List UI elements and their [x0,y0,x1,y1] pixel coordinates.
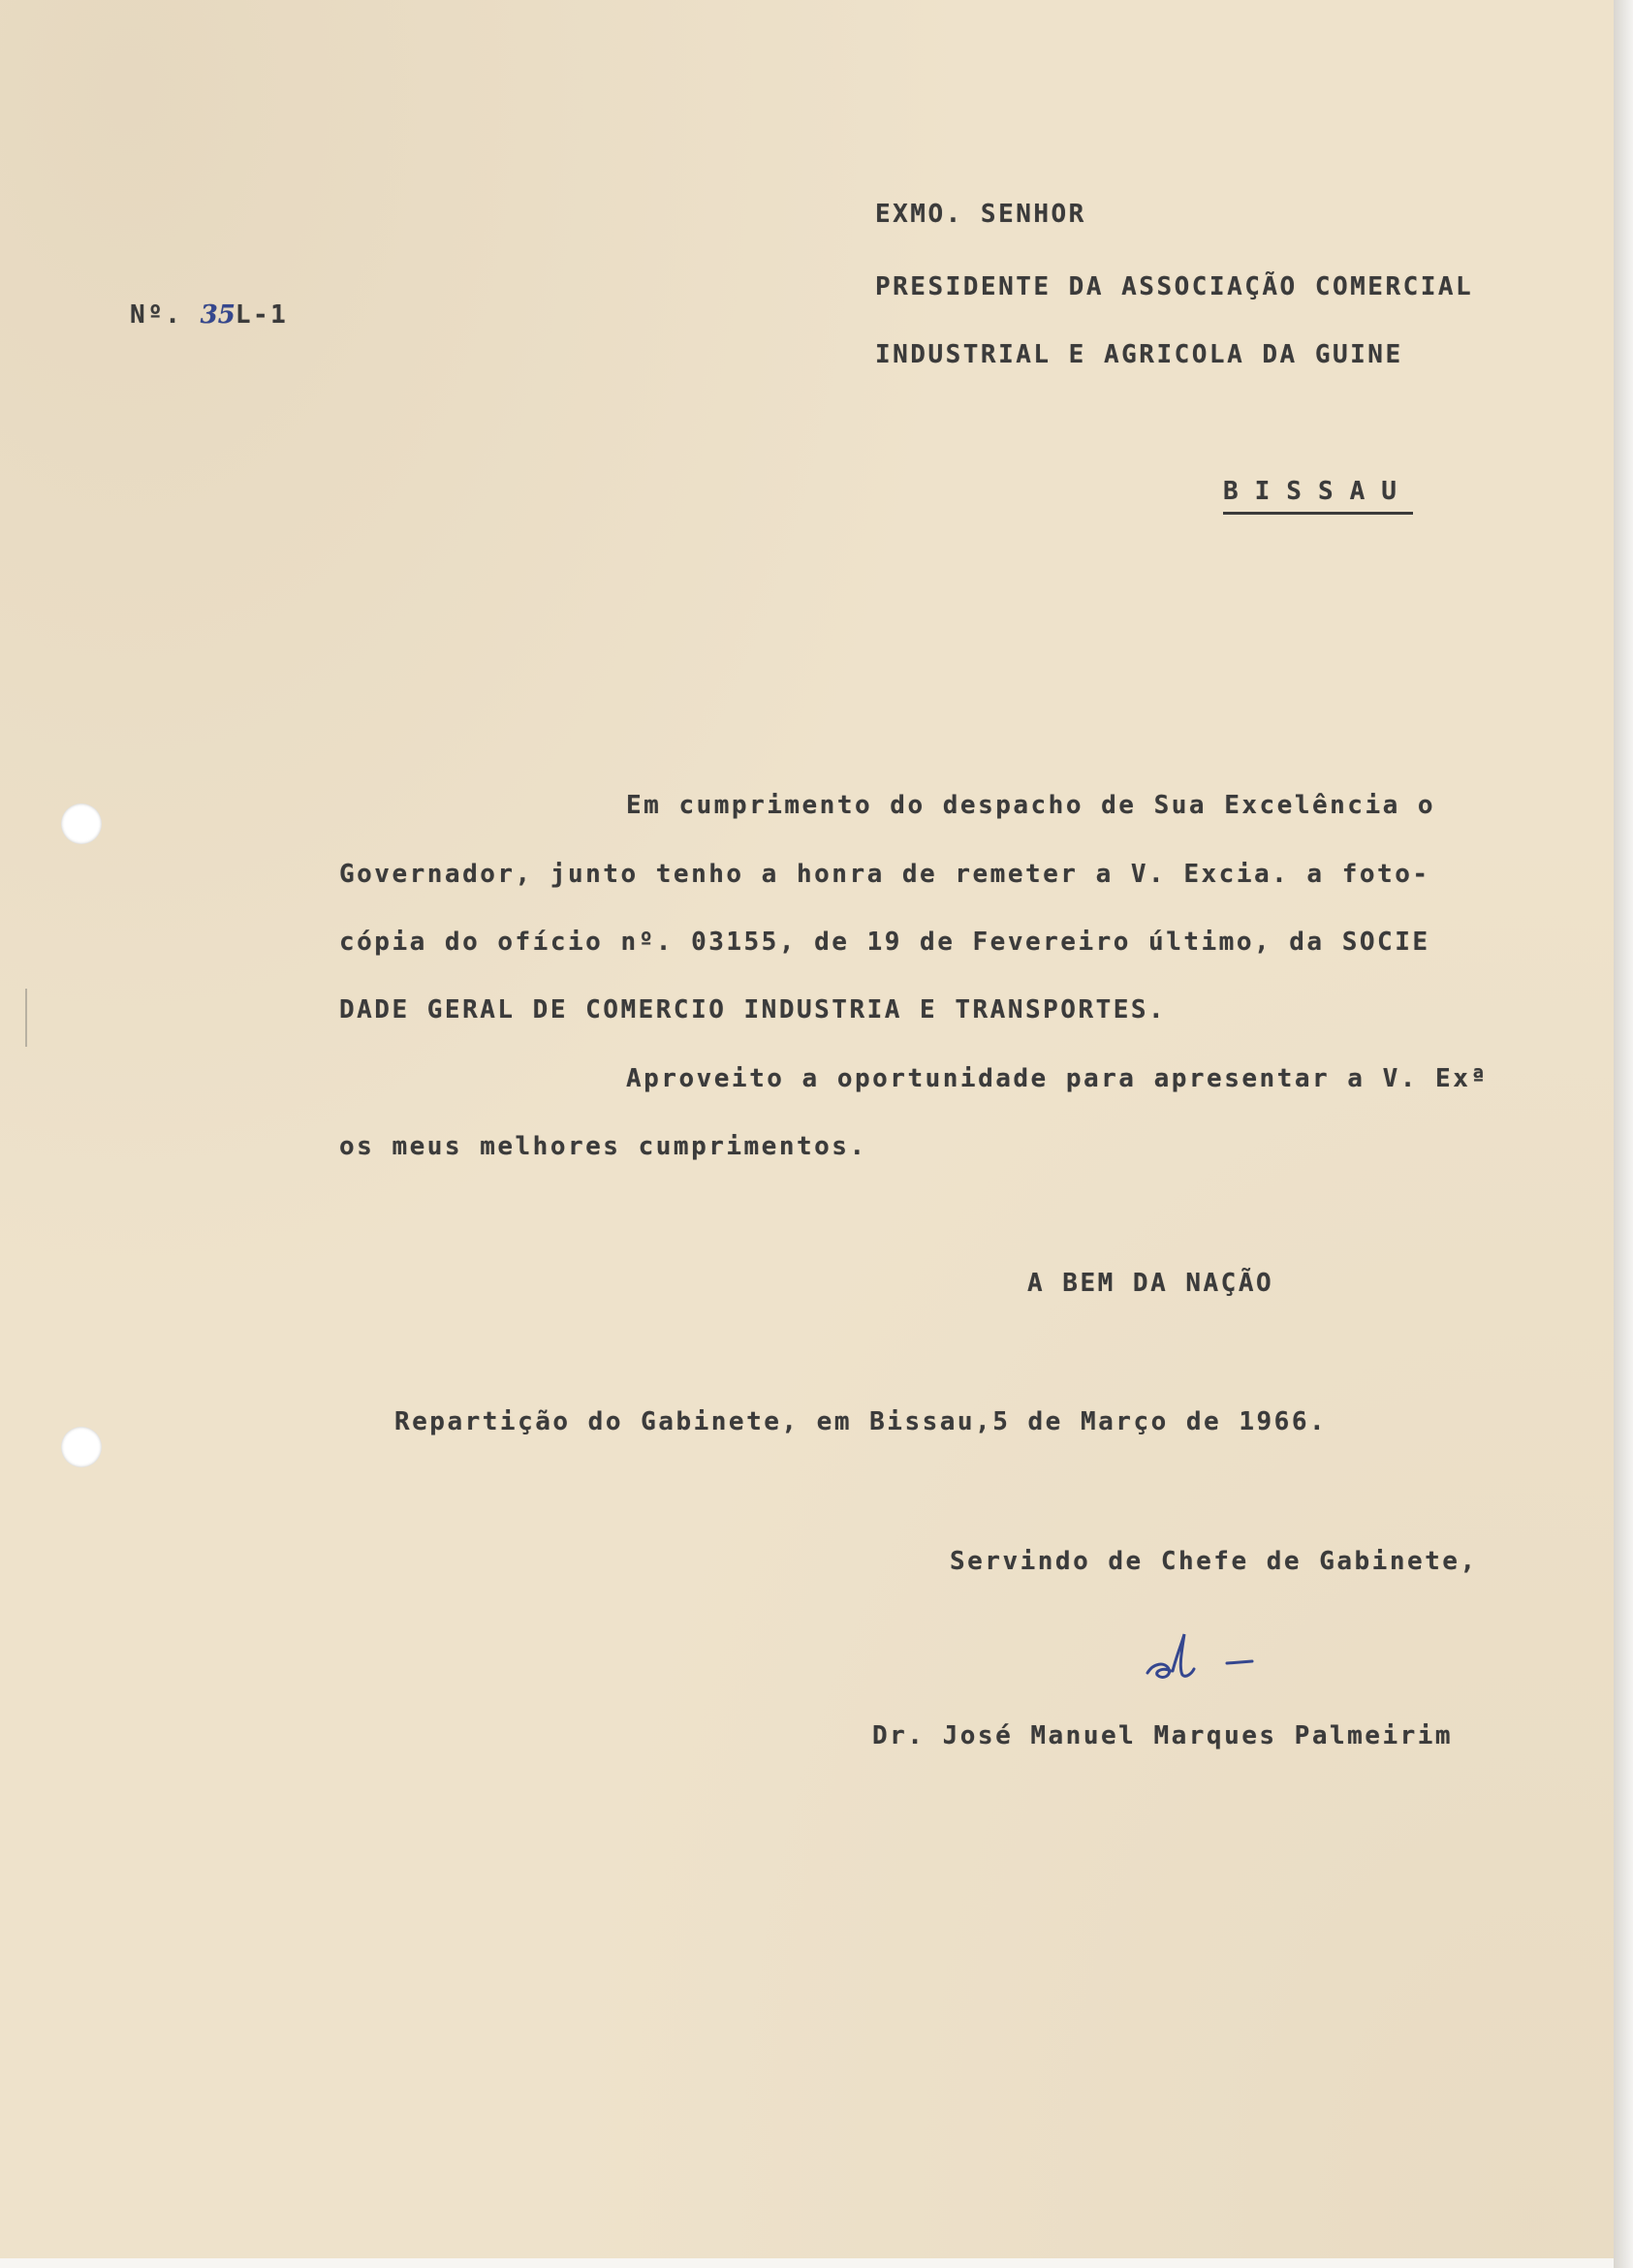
recipient-title: PRESIDENTE DA ASSOCIAÇÃO COMERCIAL [875,272,1474,301]
body-line-4: DADE GERAL DE COMERCIO INDUSTRIA E TRANSPORTES. [339,995,1167,1024]
handwritten-signature [1140,1628,1266,1686]
recipient-city: BISSAU [1223,479,1413,515]
reference-label: Nº. [130,300,183,330]
body-line-2: Governador, junto tenho a honra de remeter a V. Excia. a foto- [339,860,1430,889]
page-edge-shadow [1614,0,1633,2268]
margin-mark [25,989,27,1047]
recipient-salutation: EXMO. SENHOR [875,200,1086,229]
signatory-name: Dr. José Manuel Marques Palmeirim [872,1721,1454,1750]
punch-hole-bottom [61,1427,102,1467]
body-line-6: os meus melhores cumprimentos. [339,1132,867,1161]
closing-formula: A BEM DA NAÇÃO [1027,1269,1274,1298]
reference-number [130,302,288,328]
signatory-role: Servindo de Chefe de Gabinete, [950,1547,1478,1576]
recipient-organization: INDUSTRIAL E AGRICOLA DA GUINE [875,340,1403,369]
body-line-3: cópia do ofício nº. 03155, de 19 de Fevereiro último, da SOCIE [339,928,1430,957]
place-date: Repartição do Gabinete, em Bissau,5 de Março de 1966. [394,1407,1328,1436]
reference-handwritten-number: 35 [200,300,236,330]
punch-hole-top [61,803,102,844]
body-line-5: Aproveito a oportunidade para apresentar a V. Exª [626,1064,1489,1093]
reference-suffix: L-1 [235,300,289,330]
page-bottom-edge [0,2258,1614,2268]
body-line-1: Em cumprimento do despacho de Sua Excelência o [626,791,1436,820]
